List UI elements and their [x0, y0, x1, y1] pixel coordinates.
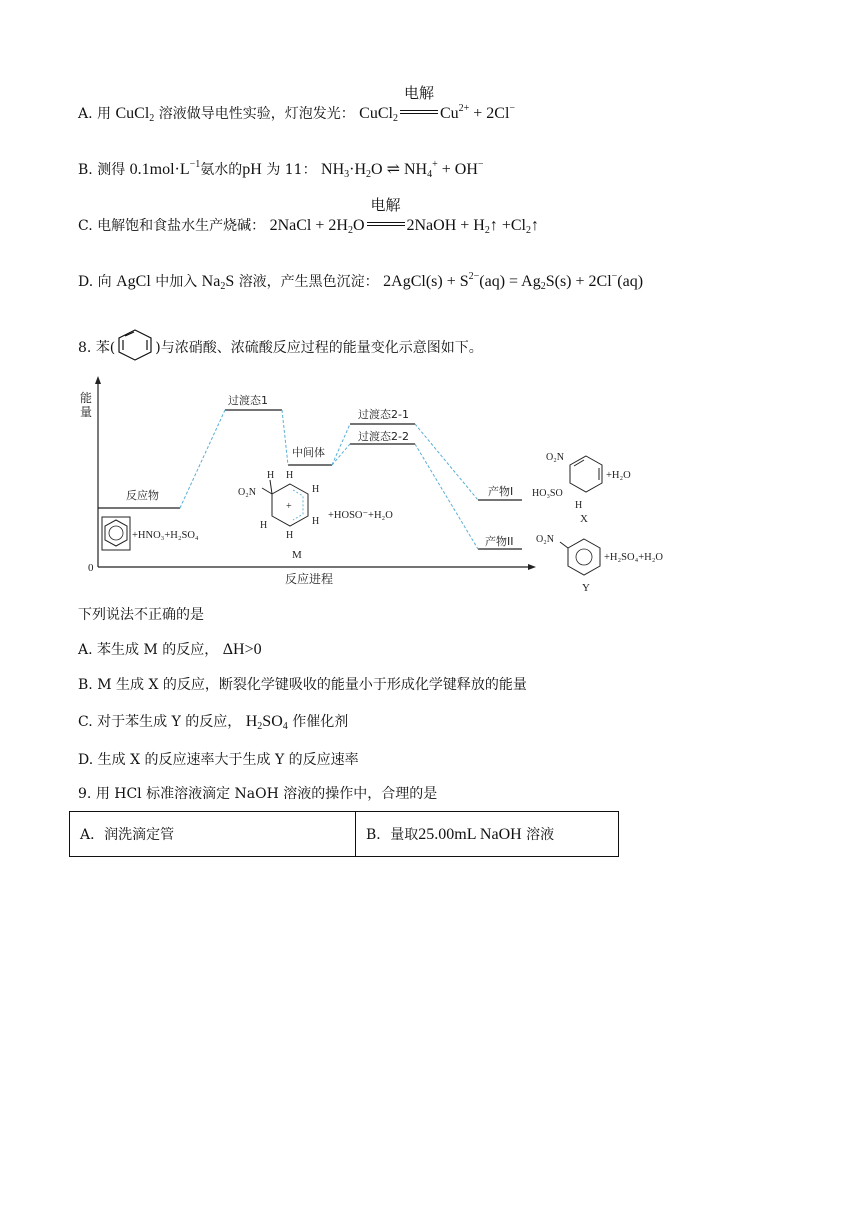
- formula-agcl: AgCl: [116, 273, 151, 290]
- x-side: +H₂O: [606, 470, 631, 481]
- y-axis-label-2: 量: [80, 405, 93, 419]
- m-structure-icon: [238, 470, 393, 561]
- formula-ph: pH: [242, 161, 262, 178]
- y-structure-icon: [536, 534, 663, 594]
- formula-cucl2: CuCl$_2$: [115, 105, 155, 124]
- question-number: 8.: [78, 340, 92, 356]
- q7-option-c: [78, 198, 539, 236]
- q9-stem: [78, 784, 437, 804]
- m-plus: +: [286, 501, 292, 512]
- stem-text: 用 HCl 标准溶液滴定 NaOH 溶液的操作中，合理的是: [95, 786, 438, 802]
- equation-d: 2AgCl(s) + $S^{2-}(aq) = Ag_2S(s) + 2Cl^-(aq)$: [383, 271, 644, 292]
- label-ts22: 过渡态2-2: [358, 430, 409, 443]
- m-h2: H: [286, 470, 294, 481]
- label-ts1: 过渡态1: [228, 394, 268, 407]
- q7-option-b: [78, 160, 484, 180]
- equation-c: 2NaCl + $2H_2O$ 电解 2NaOH + $H_2↑$ $+Cl_2↑$: [269, 198, 539, 236]
- reactant-formula: +HNO₃+H₂SO₄: [132, 530, 199, 541]
- formula-h2so4: $H_2SO_4$: [245, 713, 288, 732]
- option-text: 氨水的: [200, 162, 243, 178]
- m-h6: H: [260, 520, 268, 531]
- x-axis-arrow: [528, 564, 536, 570]
- option-label: C.: [78, 714, 93, 730]
- label-product2: 产物II: [485, 535, 514, 548]
- formula-na2s: $Na_2S$: [201, 273, 235, 292]
- equation-a: CuCl$_2$ 电解 $Cu^{2+} + 2Cl^-$: [359, 86, 516, 124]
- m-o2n: O₂N: [238, 487, 256, 498]
- option-label: C.: [78, 218, 93, 234]
- option-text: 为 11：: [266, 162, 317, 178]
- x-ho3so: HO₃SO: [532, 488, 563, 499]
- label-intermediate: 中间体: [292, 446, 325, 459]
- option-label: B.: [78, 162, 93, 178]
- origin-label: 0: [88, 562, 94, 574]
- q9-cell-b: [356, 812, 619, 857]
- option-text: 对于苯生成 Y 的反应，: [97, 714, 242, 730]
- q9-options-table: [69, 811, 619, 857]
- option-text: 测得: [97, 162, 126, 178]
- label-product1: 产物I: [488, 485, 514, 498]
- m-label: M: [292, 549, 302, 561]
- m-h1: H: [267, 470, 275, 481]
- stem-post: )与浓硝酸、浓硫酸反应过程的能量变化示意图如下。: [155, 340, 483, 356]
- y-o2n: O₂N: [536, 534, 554, 545]
- option-text: 溶液做导电性实验，灯泡发光：: [158, 106, 355, 122]
- q8-option-b: [78, 675, 527, 695]
- benzene-icon: [115, 328, 155, 368]
- m-side: +HOSO⁻+H₂O: [328, 510, 393, 521]
- q8-option-d: [78, 750, 359, 770]
- option-text: M 生成 X 的反应，断裂化学键吸收的能量小于形成化学键释放的能量: [97, 677, 527, 693]
- reactant-benzene-icon: [102, 517, 130, 550]
- energy-diagram: [70, 372, 690, 600]
- option-text: 电解饱和食盐水生产烧碱：: [97, 218, 266, 234]
- q8-question: 下列说法不正确的是: [78, 607, 204, 623]
- option-text: 生成 X 的反应速率大于生成 Y 的反应速率: [97, 752, 359, 768]
- option-text: 苯生成 M 的反应，: [97, 642, 219, 658]
- condition-arrow: [399, 86, 439, 124]
- label-reactant: 反应物: [126, 489, 159, 502]
- option-text: 溶液，产生黑色沉淀：: [238, 274, 379, 290]
- cell-text: B．量取: [366, 827, 419, 843]
- q9-cell-a: A．润洗滴定管: [70, 812, 356, 857]
- condition-arrow: [366, 198, 406, 236]
- equation-b: $NH_3\cdot H_2O$ ⇌ $NH_4^+ + OH^-$: [321, 159, 484, 180]
- condition-text: 电解: [403, 86, 434, 103]
- dashed-path: [180, 410, 478, 549]
- y-side: +H₂SO₄+H₂O: [604, 552, 663, 563]
- option-math: ΔH>0: [222, 641, 262, 658]
- m-h3: H: [312, 484, 320, 495]
- option-label: A.: [78, 642, 93, 658]
- formula-conc: $0.1mol\cdot L^{-1}$: [129, 159, 201, 178]
- y-axis-label-1: 能: [80, 391, 93, 405]
- q8-stem: [78, 328, 483, 368]
- x-label: X: [580, 513, 588, 525]
- question-number: 9.: [78, 786, 92, 802]
- option-text: 中加入: [155, 274, 198, 290]
- option-text: 用: [97, 106, 112, 122]
- x-structure-icon: [532, 452, 631, 525]
- x-h: H: [575, 500, 583, 511]
- stem-pre: 苯(: [95, 340, 116, 356]
- x-axis-label: 反应进程: [285, 572, 334, 586]
- option-label: B.: [78, 677, 93, 693]
- q7-option-d: [78, 272, 643, 292]
- cell-math: 25.00mL NaOH: [418, 826, 522, 843]
- q8-option-c: [78, 712, 348, 732]
- cell-text: 溶液: [526, 827, 555, 843]
- q8-option-a: [78, 640, 262, 660]
- option-label: D.: [78, 274, 94, 290]
- option-label: A.: [78, 106, 93, 122]
- option-text: 作催化剂: [292, 714, 349, 730]
- label-ts21: 过渡态2-1: [358, 408, 409, 421]
- m-h5: H: [286, 530, 294, 541]
- y-label: Y: [582, 582, 590, 594]
- m-h4: H: [312, 516, 320, 527]
- option-label: D.: [78, 752, 94, 768]
- y-axis-arrow: [95, 376, 101, 384]
- x-o2n: O₂N: [546, 452, 564, 463]
- condition-text: 电解: [370, 198, 401, 215]
- option-text: 向: [97, 274, 112, 290]
- q7-option-a: [78, 86, 516, 124]
